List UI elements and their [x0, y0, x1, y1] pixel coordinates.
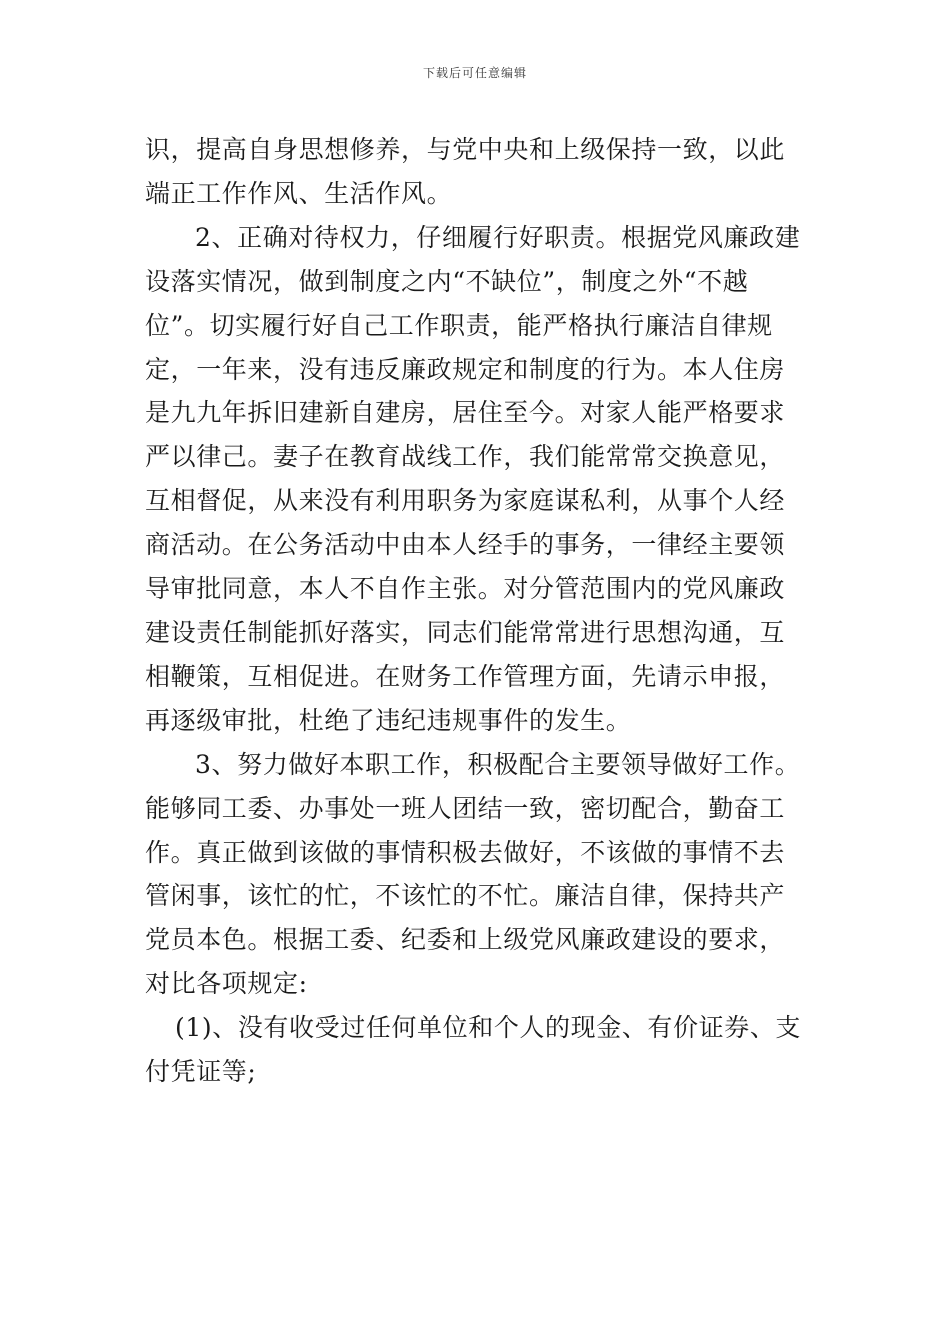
document-body	[145, 128, 810, 1094]
paragraph-continuation: 识，提高自身思想修养，与党中央和上级保持一致，以此端正工作作风、生活作风。	[145, 135, 786, 208]
page-header: 下载后可任意编辑	[422, 66, 527, 80]
paragraph-subitem-1: (1)、没有收受过任何单位和个人的现金、有价证券、支付凭证等;	[145, 1013, 802, 1087]
paragraph-item-3: 3、努力做好本职工作，积极配合主要领导做好工作。能够同工委、办事处一班人团结一致，密切配合，勤奋工作。真正做到该做的事情积极去做好，不该做的事情不去管闲事，该忙的忙，不该忙的不忙。廉洁自律，保持共产党员本色。根据工委、纪委和上级党风廉政建设的要求，对比各项规定:	[145, 749, 801, 999]
paragraph-item-2: 2、正确对待权力，仔细履行好职责。根据党风廉政建设落实情况，做到制度之内“不缺位”，制度之外“不越位”。切实履行好自己工作职责，能严格执行廉洁自律规定，一年来，没有违反廉政规定和制度的行为。本人住房是九九年拆旧建新自建房，居住至今。对家人能严格要求严以律己。妻子在教育战线工作，我们能常常交换意见，互相督促，从来没有利用职务为家庭谋私利，从事个人经商活动。在公务活动中由本人经手的事务，一律经主要领导审批同意，本人不自作主张。对分管范围内的党风廉政建设责任制能抓好落实，同志们能常常进行思想沟通，互相鞭策，互相促进。在财务工作管理方面，先请示申报，再逐级审批，杜绝了违纪违规事件的发生。	[145, 222, 801, 735]
